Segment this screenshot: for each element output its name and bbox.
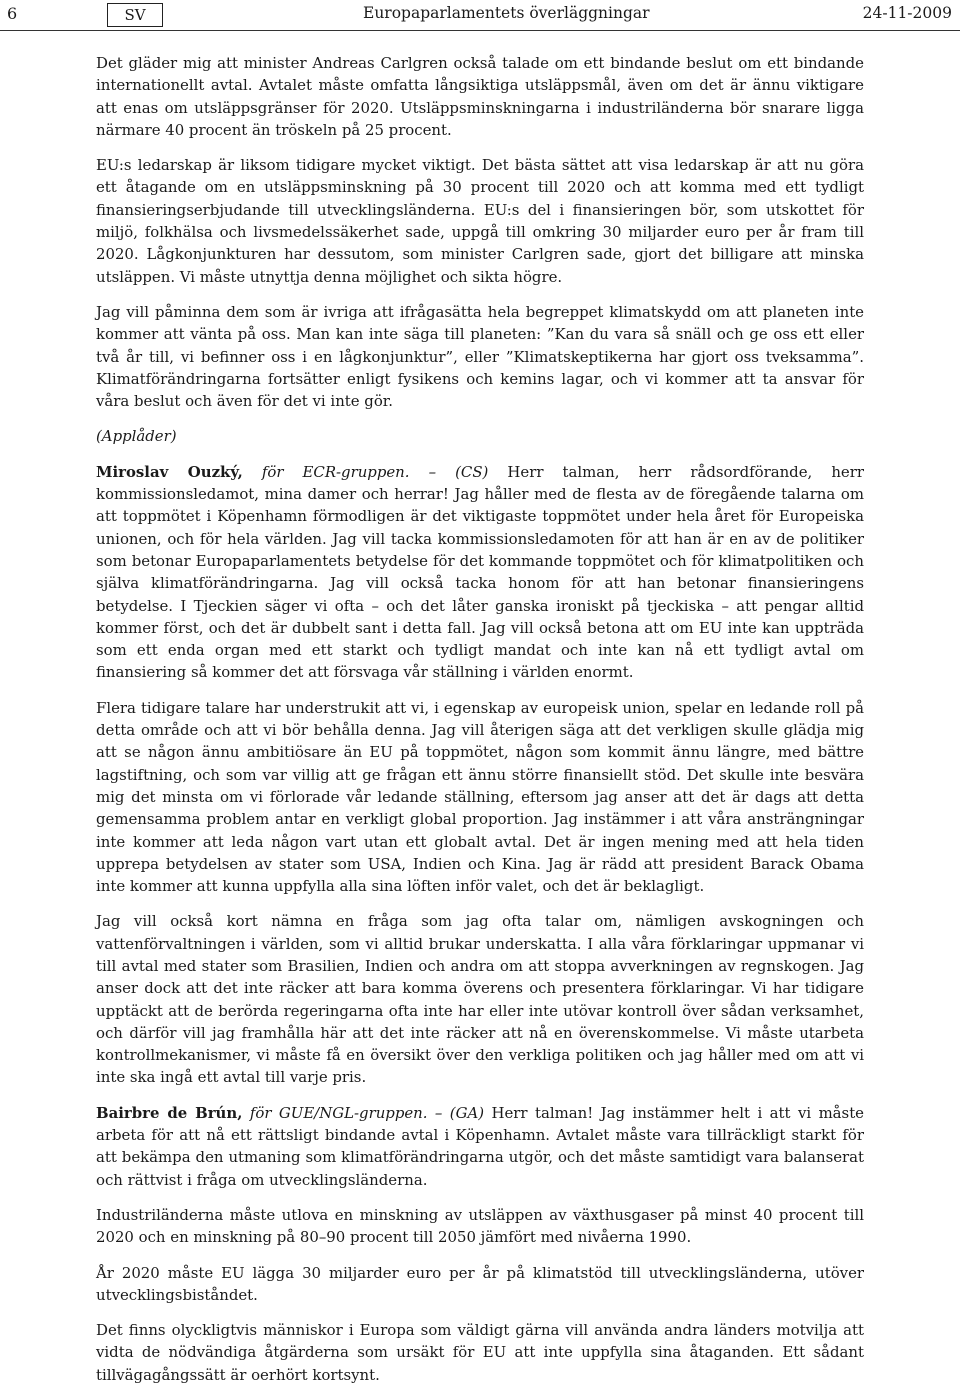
paragraph: Jag vill påminna dem som är ivriga att ifrågasätta hela begreppet klimatskydd om att planeten inte kommer att vänta på oss. Man kan inte säga till planeten: ”Kan du vara så snäll och ge oss ett eller två år till, vi befinner oss i en lågkonjunktur”, eller ”Klimatskeptikerna har gjort oss tveksamma”. Klimatförändringarna fortsätter enligt fysikens och kemins lagar, och vi kommer att ta ansvar för våra beslut och även för det vi inte gör. — [96, 302, 864, 411]
applause-note: (Applåder) — [96, 427, 177, 446]
speaker-name: Bairbre de Brún, — [96, 1103, 243, 1122]
speech-de-brun — [96, 1102, 864, 1191]
paragraph: Det gläder mig att minister Andreas Carlgren också talade om ett bindande beslut om ett bindande internationellt avtal. Avtalet måste omfatta långsiktiga utsläppsmål, även om det är ännu viktigare att enas om utsläppsgränser för 2020. Utsläppsminskningarna i industriländerna bör snarare ligga närmare 40 procent än tröskeln på 25 procent. — [96, 54, 864, 139]
header-divider — [0, 30, 960, 31]
speaker-group: för GUE/NGL-gruppen. – (GA) — [242, 1103, 485, 1122]
document-date: 24-11-2009 — [862, 4, 952, 22]
paragraph: År 2020 måste EU lägga 30 miljarder euro per år på klimatstöd till utvecklingsländerna, utöver utvecklingsbiståndet. — [96, 1263, 864, 1304]
paragraph: Det finns olyckligtvis människor i Europa som väldigt gärna vill använda andra länders motvilja att vidta de nödvändiga åtgärderna som ursäkt för EU att inte uppfylla sina åtaganden. Ett sådant tillvägagångssätt är oerhört kortsynt. — [96, 1321, 864, 1384]
speech-text: Herr talman, herr rådsordförande, herr kommissionsledamot, mina damer och herrar! Jag håller med de flesta av de föregående talarna om att toppmötet i Köpenhamn förmodligen är det viktigaste toppmötet under hela året för Europeiska unionen, och för hela världen. Jag vill tacka kommissionsledamoten för att han är en av de politiker som betonar Europaparlamentets betydelse för det kommande toppmötet och för klimatpolitiken och själva klimatförändringarna. Jag vill också tacka honom för att han betonar finansieringens betydelse. I Tjeckien säger vi ofta – och det låter ganska ironiskt på tjeckiska – att pengar alltid kommer först, och det är dubbelt sant i detta fall. Jag vill också betona att om EU inte kan uppträda som ett enda organ med ett starkt och tydligt mandat och inte kan nå ett tydligt avtal om finansiering så kommer det att försvaga vår ställning i världen enormt. — [96, 462, 864, 682]
paragraph: EU:s ledarskap är liksom tidigare mycket viktigt. Det bästa sättet att visa ledarskap är att nu göra ett åtagande om en utsläppsminskning på 30 procent till 2020 och att komma med ett tydligt finansieringserbjudande till utvecklingsländerna. EU:s del i finansieringen bör, som utskottet för miljö, folkhälsa och livsmedelssäkerhet sade, uppgå till omkring 30 miljarder euro per år fram till 2020. Lågkonjunkturen har dessutom, som minister Carlgren sade, gjort det billigare att minska utsläppen. Vi måste utnyttja denna möjlighet och sikta högre. — [96, 156, 864, 286]
page-header — [0, 0, 960, 30]
language-badge: SV — [107, 3, 163, 27]
paragraph: Industriländerna måste utlova en minskning av utsläppen av växthusgaser på minst 40 procent till 2020 och en minskning på 80–90 procent till 2050 jämfört med nivåerna 1990. — [96, 1205, 864, 1247]
speech-ouzky — [96, 461, 864, 684]
page-number: 6 — [7, 4, 18, 23]
speech-text: Herr talman! Jag instämmer helt i att vi måste arbeta för att nå ett rättsligt bindande avtal i Köpenhamn. Avtalet måste vara tillräckligt starkt för att bekämpa den utmaning som klimatförändringarna utgör, och det måste samtidigt vara balanserat och rättvist i fråga om utvecklingsländerna. — [96, 1103, 864, 1189]
document-body — [96, 52, 864, 1399]
speaker-group: för ECR-gruppen. – (CS) — [242, 462, 489, 481]
document-title: Europaparlamentets överläggningar — [363, 4, 650, 22]
speaker-name: Miroslav Ouzký, — [96, 462, 243, 481]
paragraph: Flera tidigare talare har understrukit att vi, i egenskap av europeisk union, spelar en ledande roll på detta område och att vi bör behålla denna. Jag vill återigen säga att det verkligen skulle glädja mig att se någon ännu ambitiösare än EU på toppmötet, någon som kommit ännu längre, med bättre lagstiftning, och som var villig att ge frågan ett ännu större finansiellt stöd. Det skulle inte besvära mig det minsta om vi förlorade vår ledande ställning, eftersom jag anser att det är dags att detta gemensamma problem antar en verkligt global proportion. Jag instämmer i att våra ansträngningar inte kommer att leda någon vart utan ett globalt avtal. Det är ingen mening med att hela tiden upprepa betydelsen av stater som USA, Indien och Kina. Jag är rädd att president Barack Obama inte kommer att kunna uppfylla alla sina löften inför valet, och det är beklagligt. — [96, 698, 864, 896]
paragraph: Jag vill också kort nämna en fråga som jag ofta talar om, nämligen avskogningen och vattenförvaltningen i världen, som vi alltid brukar underskatta. I alla våra förklaringar uppmanar vi till avtal med stater som Brasilien, Indien och andra om att stoppa avverkningen av regnskogen. Jag anser dock att det inte räcker att bara komma överens och presentera förklaringar. Vi har tidigare upptäckt att de berörda regeringarna ofta inte har eller inte utövar kontroll över sådan verksamhet, och därför vill jag framhålla här att det inte räcker att nå en överenskommelse. Vi måste utarbeta kontrollmekanismer, vi måste få en översikt över den verkliga politiken och jag håller med om att vi inte ska ingå ett avtal till varje pris. — [96, 912, 864, 1087]
